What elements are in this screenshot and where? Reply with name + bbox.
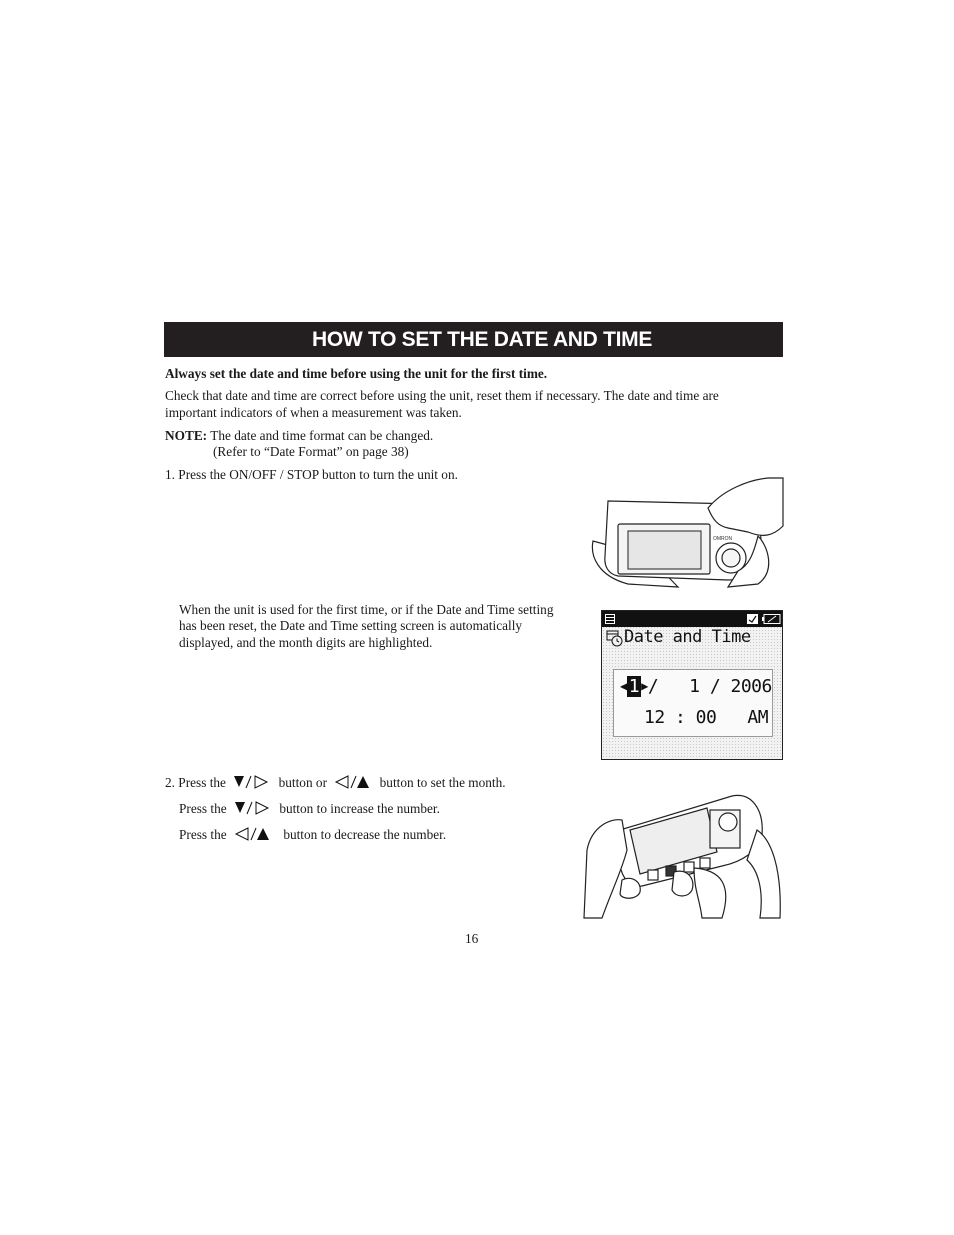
left-up-button-icon [234,826,274,842]
down-right-button-icon [234,800,272,816]
lcd-value-box [613,669,773,737]
step-2-decrease [179,826,446,843]
left-arrow-icon: ◀ [620,679,627,693]
note-label: NOTE: [165,428,208,443]
page-title: HOW TO SET THE DATE AND TIME [312,328,653,351]
device-buttons-illustration [582,790,784,920]
decrease-prefix: Press the [179,827,227,842]
intro-line-2: important indicators of when a measurement was taken. [165,405,462,420]
page-number: 16 [465,931,479,946]
device-power-illustration [588,476,784,588]
step-1-desc-2: has been reset, the Date and Time setting screen is automatically [179,618,523,633]
step-1-desc-1: When the unit is used for the first time, or if the Date and Time setting [179,602,554,617]
step-1: 1. Press the ON/OFF / STOP button to turn the unit on. [165,467,458,482]
step-2-mid: button or [278,775,327,790]
note [165,427,433,444]
lcd-time: 12 : 00 AM [644,707,769,728]
intro-line-1: Check that date and time are correct before using the unit, reset them if necessary. The date and time are [165,388,719,403]
menu-list-icon [605,614,615,624]
lcd-screen [601,610,783,760]
lcd-title: Date and Time [624,627,751,647]
step-2-increase [179,800,440,817]
left-up-button-icon [334,774,372,790]
step-2-prefix: 2. Press the [165,775,226,790]
note-text: The date and time format can be changed. [210,428,434,443]
step-2-suffix: button to set the month. [379,775,506,790]
right-arrow-icon: ▶ [641,679,648,693]
increase-suffix: button to increase the number. [279,801,440,816]
lcd-date-row [620,676,772,697]
intro-bold: Always set the date and time before using the unit for the first time. [165,366,548,381]
lcd-month: 1 [628,676,640,697]
lcd-status-bar [602,611,782,627]
lcd-date-rest: / 1 / 2006 [647,676,772,697]
clock-icon [606,630,623,647]
increase-prefix: Press the [179,801,227,816]
device-brand-label: OMRON [713,536,733,542]
memory-icon [747,614,758,624]
note-ref: (Refer to “Date Format” on page 38) [213,444,409,459]
decrease-suffix: button to decrease the number. [283,827,447,842]
battery-icon [762,614,781,624]
step-2 [165,774,506,791]
step-1-desc-3: displayed, and the month digits are highlighted. [179,635,433,650]
down-right-button-icon [233,774,271,790]
